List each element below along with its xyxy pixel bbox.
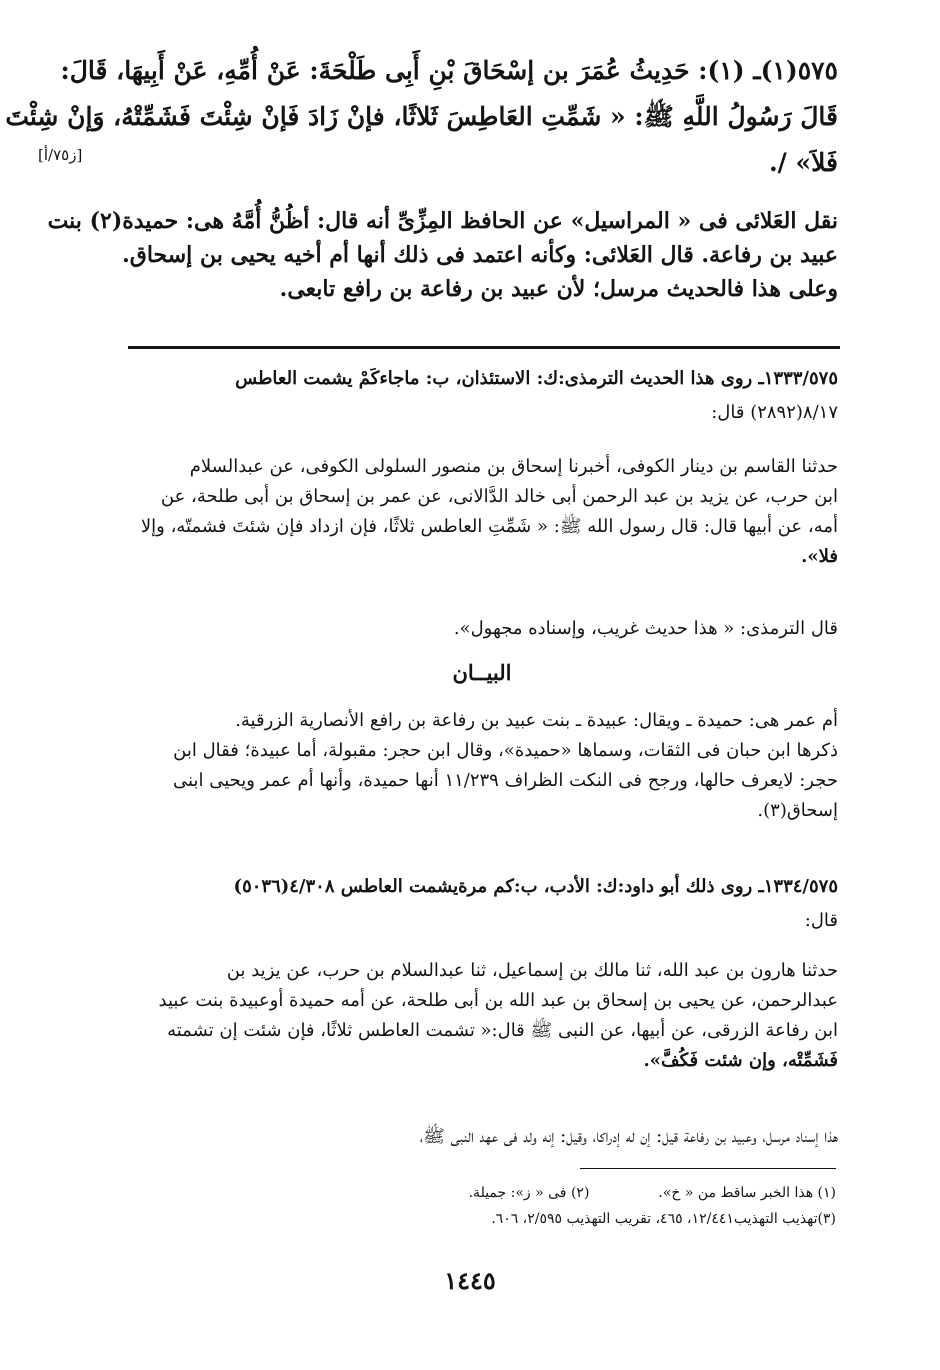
tirmidhi-note [126, 614, 838, 644]
footnotes [200, 1180, 836, 1232]
bayan-line: أم عمر هى: حميدة ـ ويقال: عبيدة ـ بنت عبيد بن رفاعة بن رافع الأنصارية الزرقية. [235, 710, 838, 731]
manuscript-margin-reference: [ز٧٥/أ] [38, 146, 83, 164]
entry-body-line: أمه، عن أبيها قال: قال رسول الله ﷺ: « شَمِّتِ العاطس ثلاثًا، فإن ازداد فإن شئتَ فشمتّه، وإلا [140, 516, 838, 537]
commentary-line: نقل العَلائى فى « المراسيل» عن الحافظ المِزِّىِّ أنه قال: أظُنُّ أُمَّهُ هى: حميدة(٢) بنت [47, 208, 838, 234]
hadith-line: قَالَ رَسُولُ اللَّهِ ﷺ: « شَمِّتِ العَاطِسَ ثَلاثًا، فإنْ زَادَ فَإنْ شِئْتَ فَشَمِّتْهُ، وَإنْ شِئْتَ [5, 102, 838, 131]
entry-1334-header [126, 870, 838, 938]
entry-header-line: قال: [804, 910, 838, 931]
bayan-line: ذكرها ابن حبان فى الثقات، وسماها «حميدة»، وقال ابن حجر: مقبولة، أما عبيدة؛ فقال ابن [173, 740, 838, 761]
hadith-line: فَلاَ» /. [768, 148, 838, 177]
entry-header-line: ١٣٣٤/٥٧٥ـ روى ذلك أبو داود:ك: الأدب، ب:كم مرةيشمت العاطس ٤/٣٠٨(٥٠٣٦) [233, 876, 838, 897]
entry-1333-body [126, 452, 838, 572]
footnote-3: (٣)تهذيب التهذيب١٢/٤٤١، ٤٦٥، تقريب التهذيب ٢/٥٩٥، ٦٠٦. [491, 1211, 836, 1227]
isnad-note-line: هذا إسناد مرسل، وعبيد بن رفاعة قيل: إن له إدراكا، وقيل: إنه ولد فى عهد النبى ﷺ، [419, 1126, 838, 1147]
bayan-line: إسحاق(٣). [757, 800, 838, 821]
entry-body-line: فَشَمِّتْه، وإن شئت فَكُفَّ». [643, 1050, 838, 1071]
hadith-line: ٥٧٥(١)ـ (١): حَدِيثُ عُمَرَ بن إسْحَاقَ بْنِ أَبِى طَلْحَةَ: عَنْ أُمِّهِ، عَنْ أَبِيهَا، قَالَ: [60, 56, 838, 85]
section-divider [128, 346, 840, 349]
entry-body-line: ابن حرب، عن يزيد بن عبد الرحمن أبى خالد الدَّالانى، عن عمر بن إسحاق بن أبى طلحة، عن [160, 486, 838, 507]
entry-body-line: فلا». [801, 546, 838, 567]
page-number: ١٤٤٥ [444, 1266, 496, 1295]
entry-1334-body [126, 956, 838, 1076]
footnote-2: (٢) فى « ز»: جميلة. [468, 1185, 590, 1201]
entry-body-line: عبدالرحمن، عن يحيى بن إسحاق بن عبد الله بن أبى طلحة، عن أمه حميدة أوعبيدة بنت عبيد [158, 990, 838, 1011]
commentary-line: عبيد بن رفاعة. قال العَلائى: وكأنه اعتمد فى ذلك أنها أم أخيه يحيى بن إسحاق. [122, 242, 838, 268]
footnote-divider [580, 1168, 836, 1169]
bayan-heading: البيــان [452, 660, 512, 685]
entry-1333-header [126, 362, 838, 430]
footnote-1: (١) هذا الخبر ساقط من « خ». [658, 1185, 836, 1201]
commentary-text [47, 204, 838, 306]
entry-body-line: حدثنا هارون بن عبد الله، ثنا مالك بن إسماعيل، ثنا عبدالسلام بن حرب، عن يزيد بن [226, 960, 838, 981]
entry-body-line: حدثنا القاسم بن دينار الكوفى، أخبرنا إسحاق بن منصور السلولى الكوفى، عن عبدالسلام [189, 456, 838, 477]
entry-header-line: ١٣٣٣/٥٧٥ـ روى هذا الحديث الترمذى:ك: الاستئذان، ب: ماجاءكَمْ يشمت العاطس [235, 368, 838, 389]
commentary-line: وعلى هذا فالحديث مرسل؛ لأن عبيد بن رفاعة بن رافع تابعى. [279, 276, 838, 302]
isnad-note [126, 1122, 838, 1152]
bayan-text [126, 706, 838, 826]
bayan-line: حجر: لايعرف حالها، ورجح فى النكت الظراف ١١/٢٣٩ أنها حميدة، وأنها أم عمر ويحيى ابنى [173, 770, 838, 791]
tirmidhi-note-line: قال الترمذى: « هذا حديث غريب، وإسناده مجهول». [453, 618, 838, 639]
entry-header-line: ٨/١٧(٢٨٩٢) قال: [711, 402, 838, 423]
footnote-row [200, 1180, 836, 1206]
entry-body-line: ابن رفاعة الزرقى، عن أبيها، عن النبى ﷺ قال:« تشمت العاطس ثلاثًا، فإن شئت إن تشمته [167, 1020, 838, 1041]
